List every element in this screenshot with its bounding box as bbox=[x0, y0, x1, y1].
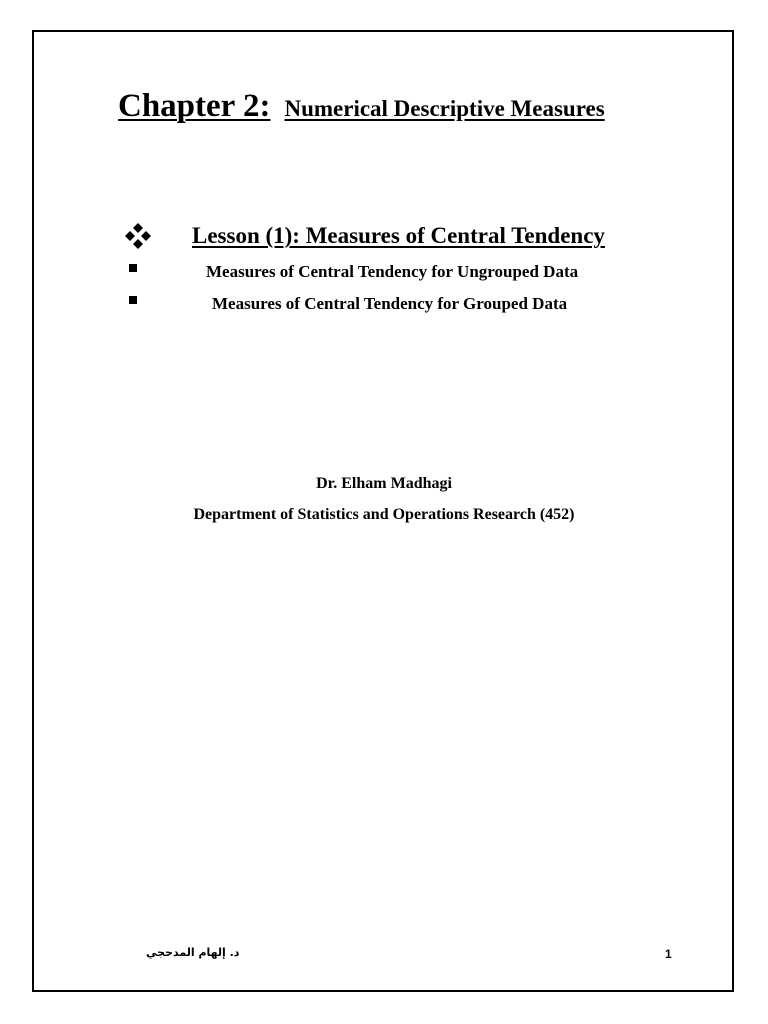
four-diamond-bullet-icon bbox=[122, 222, 154, 250]
square-bullet-icon bbox=[129, 264, 137, 272]
author-department: Department of Statistics and Operations Research (452) bbox=[193, 506, 575, 523]
topic-grouped-data: Measures of Central Tendency for Grouped Data bbox=[212, 294, 568, 313]
topic-ungrouped-data: Measures of Central Tendency for Ungrouped Data bbox=[206, 262, 579, 281]
chapter-label: Chapter 2: bbox=[118, 88, 271, 124]
chapter-title bbox=[118, 88, 605, 125]
square-bullet-icon bbox=[129, 296, 137, 304]
page-number: 1 bbox=[665, 947, 672, 961]
chapter-subtitle: Numerical Descriptive Measures bbox=[284, 96, 605, 121]
lesson-heading bbox=[122, 222, 682, 256]
footer-author-arabic: د. إلهام المدحجي bbox=[146, 946, 240, 959]
lesson-title: Lesson (1): Measures of Central Tendency bbox=[192, 223, 605, 248]
author-name: Dr. Elham Madhagi bbox=[316, 475, 452, 492]
